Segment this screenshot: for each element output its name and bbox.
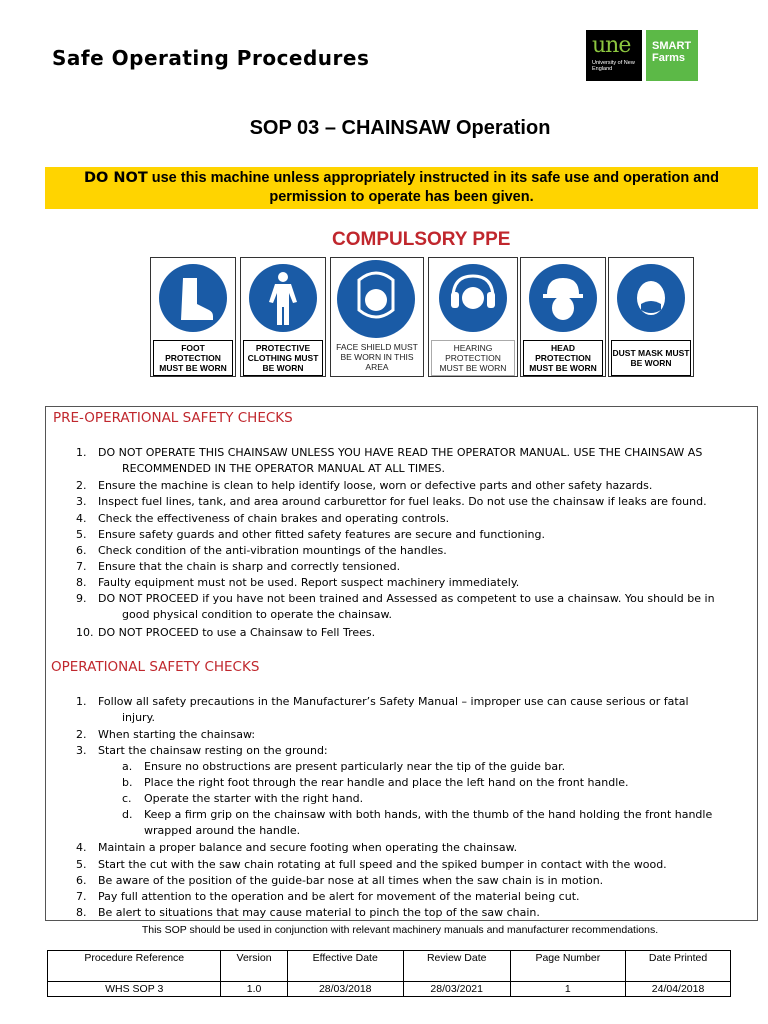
list-item-continuation: RECOMMENDED IN THE OPERATOR MANUAL AT ALL TIMES. (122, 462, 446, 475)
table-header-cell: Review Date (403, 951, 510, 982)
table-cell: 24/04/2018 (626, 982, 731, 997)
table-cell: 1.0 (221, 982, 287, 997)
sub-list-item-text: Keep a firm grip on the chainsaw with both hands, with the thumb of the hand holding the front handle (144, 808, 713, 821)
list-item-number: 7. (76, 890, 87, 903)
ppe-sign-label: DUST MASK MUST BE WORN (611, 340, 691, 376)
list-item-text: Maintain a proper balance and secure footing when operating the chainsaw. (98, 841, 518, 854)
list-item-text: Faulty equipment must not be used. Report suspect machinery immediately. (98, 576, 520, 589)
list-item-number: 10. (76, 626, 94, 639)
table-header-cell: Procedure Reference (48, 951, 221, 982)
smart-farms-line2: Farms (652, 52, 686, 64)
list-item-text: Check condition of the anti-vibration mountings of the handles. (98, 544, 447, 557)
list-item-number: 3. (76, 495, 87, 508)
list-item-text: Ensure the machine is clean to help identify loose, worn or defective parts and other safety hazards. (98, 479, 653, 492)
list-item-number: 6. (76, 874, 87, 887)
table-header-cell: Date Printed (626, 951, 731, 982)
pre-checks-title: PRE-OPERATIONAL SAFETY CHECKS (53, 410, 293, 426)
sub-list-item-text: Place the right foot through the rear handle and place the left hand on the front handle. (144, 776, 629, 789)
list-item-number: 5. (76, 528, 87, 541)
sub-list-item-letter: d. (122, 808, 133, 821)
boot-icon (159, 264, 227, 332)
list-item-text: DO NOT PROCEED to use a Chainsaw to Fell Trees. (98, 626, 376, 639)
list-item-text: Check the effectiveness of chain brakes and operating controls. (98, 512, 450, 525)
list-item-text: DO NOT OPERATE THIS CHAINSAW UNLESS YOU HAVE READ THE OPERATOR MANUAL. USE THE CHAINSAW AS (98, 446, 703, 459)
safety-checks-box (45, 406, 758, 921)
list-item-number: 4. (76, 512, 87, 525)
une-logo-text: une (592, 33, 631, 58)
list-item-number: 1. (76, 695, 87, 708)
hard-hat-icon (529, 264, 597, 332)
list-item-number: 2. (76, 728, 87, 741)
list-item-number: 4. (76, 841, 87, 854)
footnote: This SOP should be used in conjunction with relevant machinery manuals and manufacturer recommendations. (141, 924, 659, 936)
table-cell: 1 (510, 982, 626, 997)
list-item-text: Ensure safety guards and other fitted safety features are secure and functioning. (98, 528, 545, 541)
list-item-text: Follow all safety precautions in the Manufacturer’s Safety Manual – improper use can cause serious or fatal (98, 695, 689, 708)
document-info-table (47, 950, 731, 997)
page-header-title: Safe Operating Procedures (52, 46, 370, 70)
ear-muffs-icon (439, 264, 507, 332)
warning-banner (45, 167, 758, 209)
ppe-sign-label: HEAD PROTECTION MUST BE WORN (523, 340, 603, 376)
ppe-sign-hearing (428, 257, 518, 377)
table-cell: 28/03/2018 (287, 982, 403, 997)
ppe-sign-label: FOOT PROTECTION MUST BE WORN (153, 340, 233, 376)
list-item-text: Be alert to situations that may cause material to pinch the top of the saw chain. (98, 906, 540, 919)
table-header-cell: Page Number (510, 951, 626, 982)
ppe-sign-face-shield (330, 257, 424, 377)
sop-title: SOP 03 – CHAINSAW Operation (249, 117, 551, 139)
ppe-title: COMPULSORY PPE (332, 229, 511, 250)
sub-list-item-letter: c. (122, 792, 132, 805)
table-cell: WHS SOP 3 (48, 982, 221, 997)
sub-list-item-text: Operate the starter with the right hand. (144, 792, 364, 805)
list-item-number: 2. (76, 479, 87, 492)
sub-list-item-letter: a. (122, 760, 133, 773)
ppe-sign-label: HEARING PROTECTION MUST BE WORN (431, 340, 515, 376)
list-item-text: Start the cut with the saw chain rotating at full speed and the spiked bumper in contact with the wood. (98, 858, 667, 871)
ppe-sign-label: PROTECTIVE CLOTHING MUST BE WORN (243, 340, 323, 376)
ppe-sign-label: FACE SHIELD MUST BE WORN IN THIS AREA (336, 342, 418, 372)
smart-farms-logo (646, 30, 698, 81)
warning-prefix: DO NOT (83, 170, 148, 186)
sub-list-item-continuation: wrapped around the handle. (144, 824, 301, 837)
warning-text: use this machine unless appropriately instructed in its safe use and operation and permission to operate has been given. (147, 170, 720, 205)
table-header-cell: Effective Date (287, 951, 403, 982)
table-cell: 28/03/2021 (403, 982, 510, 997)
table-row (48, 982, 731, 997)
sub-list-item-text: Ensure no obstructions are present particularly near the tip of the guide bar. (144, 760, 566, 773)
list-item-number: 3. (76, 744, 87, 757)
ppe-sign-dust-mask (608, 257, 694, 377)
list-item-text: When starting the chainsaw: (98, 728, 256, 741)
list-item-number: 8. (76, 576, 87, 589)
list-item-text: Ensure that the chain is sharp and correctly tensioned. (98, 560, 401, 573)
list-item-number: 5. (76, 858, 87, 871)
op-checks-title: OPERATIONAL SAFETY CHECKS (51, 659, 260, 675)
list-item-number: 9. (76, 592, 87, 605)
list-item-continuation: good physical condition to operate the chainsaw. (122, 608, 393, 621)
list-item-text: Inspect fuel lines, tank, and area around carburettor for fuel leaks. Do not use the chainsaw if leaks are found. (98, 495, 707, 508)
table-header-cell: Version (221, 951, 287, 982)
dust-mask-icon (617, 264, 685, 332)
une-logo (586, 30, 642, 81)
smart-farms-line1: SMART (652, 40, 692, 52)
list-item-number: 8. (76, 906, 87, 919)
list-item-continuation: injury. (122, 711, 156, 724)
list-item-text: DO NOT PROCEED if you have not been trained and Assessed as competent to use a chainsaw. You should be in (98, 592, 715, 605)
ppe-sign-foot (150, 257, 236, 377)
ppe-sign-clothing (240, 257, 326, 377)
list-item-text: Pay full attention to the operation and be alert for movement of the material being cut. (98, 890, 580, 903)
une-logo-subtext: University of New England (592, 60, 635, 72)
list-item-number: 7. (76, 560, 87, 573)
table-header-row (48, 951, 731, 982)
coverall-icon (249, 264, 317, 332)
ppe-sign-head (520, 257, 606, 377)
face-shield-icon (337, 260, 415, 338)
list-item-number: 1. (76, 446, 87, 459)
sub-list-item-letter: b. (122, 776, 133, 789)
list-item-text: Start the chainsaw resting on the ground: (98, 744, 328, 757)
list-item-number: 6. (76, 544, 87, 557)
list-item-text: Be aware of the position of the guide-bar nose at all times when the saw chain is in motion. (98, 874, 604, 887)
